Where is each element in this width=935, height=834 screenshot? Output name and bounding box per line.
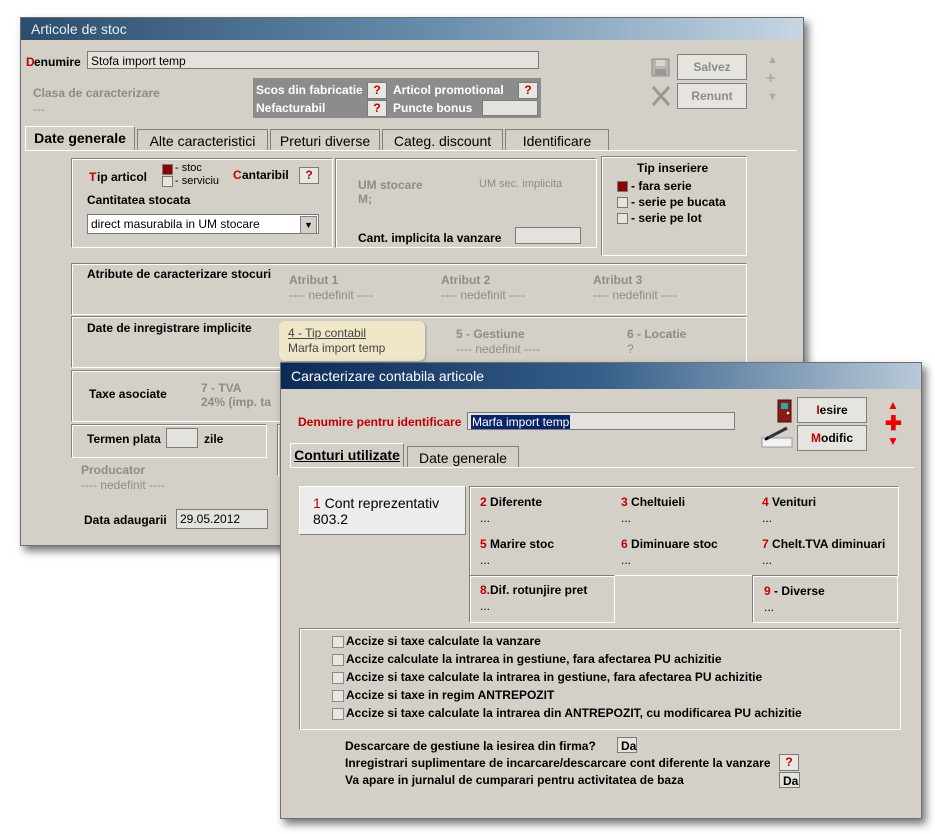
venituri-value: ... xyxy=(762,511,773,525)
atribut1-value: ---- nedefinit ---- xyxy=(289,288,374,302)
diminuare-value: ... xyxy=(621,553,632,567)
termen-input[interactable] xyxy=(166,428,198,448)
venituri-label: 4 Venituri xyxy=(762,495,817,509)
dlg-denumire-selection: Marfa import temp xyxy=(472,415,570,429)
dialog-title-bar xyxy=(281,363,921,389)
um-stocare-label: UM stocare xyxy=(358,178,423,192)
tip-articol-label: ip articol xyxy=(97,170,148,184)
promo-label: Articol promotional xyxy=(393,83,504,97)
bonus-input[interactable] xyxy=(482,100,538,116)
door-exit-icon xyxy=(777,399,793,423)
chelt-tva-label: 7 Chelt.TVA diminuari xyxy=(762,537,886,551)
cancel-x-icon xyxy=(651,85,671,107)
cont-reprezentativ-label: 1 Cont reprezentativ xyxy=(313,495,440,511)
scos-label: Scos din fabricatie xyxy=(256,83,363,97)
cant-implicita-input[interactable] xyxy=(515,227,581,244)
salvez-button[interactable]: Salvez xyxy=(677,54,747,80)
tab-categ-discount[interactable]: Categ. discount xyxy=(382,129,503,151)
denumire-input[interactable]: Stofa import temp xyxy=(87,51,539,69)
main-title: Articole de stoc xyxy=(31,21,127,37)
tip-contabil-label: 4 - Tip contabil xyxy=(288,326,367,340)
denumire-label-rest: enumire xyxy=(34,55,81,69)
diminuare-label: 6 Diminuare stoc xyxy=(621,537,718,551)
renunt-button[interactable]: Renunt xyxy=(677,83,747,109)
nefacturabil-label: Nefacturabil xyxy=(256,101,326,115)
accize4-checkbox[interactable] xyxy=(332,690,344,702)
marire-value: ... xyxy=(480,553,491,567)
data-adaugarii-label: Data adaugarii xyxy=(84,513,167,527)
up-arrow-icon[interactable]: ▲ xyxy=(767,54,778,66)
tab-alte-caracteristici[interactable]: Alte caracteristici xyxy=(137,129,268,151)
tab-strip-line xyxy=(25,150,797,151)
tab-identificare[interactable]: Identificare xyxy=(505,129,609,151)
diverse-panel xyxy=(752,575,898,623)
bonus-label: Puncte bonus xyxy=(393,101,473,115)
edit-pencil-icon xyxy=(761,425,793,449)
locatie-value: ? xyxy=(627,342,634,356)
cant-implicita-label: Cant. implicita la vanzare xyxy=(358,231,502,245)
modific-button[interactable]: Modific xyxy=(797,425,867,451)
date-inregistrare-label: Date de inregistrare implicite xyxy=(87,321,252,335)
dialog-title: Caracterizare contabila articole xyxy=(291,368,484,384)
marire-label: 5 Marire stoc xyxy=(480,537,555,551)
zile-label: zile xyxy=(204,432,224,446)
chelt-tva-value: ... xyxy=(762,553,773,567)
scos-flag[interactable]: ? xyxy=(367,82,387,99)
cantaribil-label-c: C xyxy=(233,168,242,182)
descarcare-value[interactable]: Da xyxy=(617,737,637,753)
serviciu-label: - serviciu xyxy=(175,175,220,187)
serie-bucata-radio[interactable] xyxy=(617,197,628,208)
dlg-down-arrow-icon[interactable]: ▼ xyxy=(887,434,899,448)
serie-bucata-label: - serie pe bucata xyxy=(631,195,726,209)
gestiune-label: 5 - Gestiune xyxy=(456,327,525,341)
cheltuieli-label: 3 Cheltuieli xyxy=(621,495,686,509)
um-m-value: M; xyxy=(358,192,372,206)
dlg-up-arrow-icon[interactable]: ▲ xyxy=(887,398,899,412)
data-adaugarii-input[interactable]: 29.05.2012 xyxy=(176,509,268,529)
plus-icon[interactable]: + xyxy=(766,70,776,87)
cantaribil-flag[interactable]: ? xyxy=(299,167,319,184)
tva-label: 7 - TVA xyxy=(201,381,242,395)
atribut3-label: Atribut 3 xyxy=(593,273,643,287)
tab-dlg-date-generale[interactable]: Date generale xyxy=(407,446,519,468)
serie-lot-radio[interactable] xyxy=(617,213,628,224)
cantitatea-select-value: direct masurabila in UM stocare xyxy=(91,217,260,231)
cantaribil-label: antaribil xyxy=(242,168,289,182)
denumire-label: D xyxy=(26,55,35,69)
atribut2-value: ---- nedefinit ---- xyxy=(441,288,526,302)
tva-value: 24% (imp. ta xyxy=(201,395,272,409)
descarcare-label: Descarcare de gestiune la iesirea din firma? xyxy=(345,739,596,753)
clasa-value: --- xyxy=(33,102,45,116)
producator-label: Producator xyxy=(81,463,146,477)
accize3-label: Accize si taxe calculate la intrarea in gestiune, fara afectarea PU achizitie xyxy=(346,670,763,684)
tab-conturi-utilizate[interactable]: Conturi utilizate xyxy=(290,443,404,468)
tab-date-generale[interactable]: Date generale xyxy=(25,126,135,151)
accize5-checkbox[interactable] xyxy=(332,708,344,720)
accize1-checkbox[interactable] xyxy=(332,636,344,648)
main-title-bar xyxy=(21,18,803,40)
inregistrari-flag[interactable]: ? xyxy=(779,754,799,771)
accize2-checkbox[interactable] xyxy=(332,654,344,666)
atribut3-value: ---- nedefinit ---- xyxy=(593,288,678,302)
tip-contabil-value: Marfa import temp xyxy=(288,341,386,355)
promo-flag[interactable]: ? xyxy=(518,82,538,99)
cont-reprezentativ-value: 803.2 xyxy=(313,511,349,527)
accize3-checkbox[interactable] xyxy=(332,672,344,684)
dlg-tab-strip-line xyxy=(290,467,914,468)
um-sec-label: UM sec. implicita xyxy=(479,178,563,190)
diferente-value: ... xyxy=(480,511,491,525)
caracterizare-dialog xyxy=(280,362,922,819)
dif-rot-value: ... xyxy=(480,599,491,613)
accize5-label: Accize si taxe calculate la intrarea din ANTREPOZIT, cu modificarea PU achizitie xyxy=(346,706,802,720)
jurnal-label: Va apare in jurnalul de cumparari pentru activitatea de baza xyxy=(345,773,684,787)
atribut1-label: Atribut 1 xyxy=(289,273,339,287)
cantitatea-label: Cantitatea stocata xyxy=(87,193,191,207)
tab-preturi-diverse[interactable]: Preturi diverse xyxy=(270,129,380,151)
atribut2-label: Atribut 2 xyxy=(441,273,491,287)
accize1-label: Accize si taxe calculate la vanzare xyxy=(346,634,541,648)
stoc-label: - stoc xyxy=(175,162,202,174)
accize4-label: Accize si taxe in regim ANTREPOZIT xyxy=(346,688,555,702)
taxe-label: Taxe asociate xyxy=(89,387,167,401)
fara-serie-radio[interactable] xyxy=(617,181,628,192)
dlg-denumire-label: Denumire pentru identificare xyxy=(298,415,462,429)
down-arrow-icon[interactable]: ▼ xyxy=(767,91,778,103)
diverse-value: ... xyxy=(764,600,775,614)
jurnal-value[interactable]: Da xyxy=(779,772,800,788)
inregistrari-label: Inregistrari suplimentare de incarcare/descarcare cont diferente la vanzare xyxy=(345,756,771,770)
serie-lot-label: - serie pe lot xyxy=(631,211,702,225)
gestiune-value: ---- nedefinit ---- xyxy=(456,342,541,356)
nefacturabil-flag[interactable]: ? xyxy=(367,100,387,117)
dlg-plus-icon[interactable]: ✚ xyxy=(885,413,902,435)
tip-inseriere-label: Tip inseriere xyxy=(637,161,709,175)
tip-articol-label-t: T xyxy=(89,170,97,184)
diferente-label: 2 Diferente xyxy=(480,495,543,509)
termen-label: Termen plata xyxy=(87,432,161,446)
dlg-denumire-input[interactable] xyxy=(467,412,735,430)
cantitatea-select[interactable] xyxy=(87,214,319,234)
serviciu-radio[interactable] xyxy=(162,176,173,187)
fara-serie-label: - fara serie xyxy=(631,179,692,193)
dif-rot-label: 8.Dif. rotunjire pret xyxy=(480,583,588,597)
accize2-label: Accize calculate la intrarea in gestiune, fara afectarea PU achizitie xyxy=(346,652,722,666)
producator-value: ---- nedefinit ---- xyxy=(81,478,166,492)
stoc-radio[interactable] xyxy=(162,164,173,175)
iesire-button[interactable]: Iesire xyxy=(797,397,867,423)
locatie-label: 6 - Locatie xyxy=(627,327,687,341)
clasa-label: Clasa de caracterizare xyxy=(33,86,160,100)
chevron-down-icon[interactable]: ▼ xyxy=(300,216,317,234)
floppy-icon xyxy=(651,58,671,78)
cheltuieli-value: ... xyxy=(621,511,632,525)
atribute-label: Atribute de caracterizare stocuri xyxy=(87,267,272,281)
diverse-label: 9 - Diverse xyxy=(764,584,825,598)
